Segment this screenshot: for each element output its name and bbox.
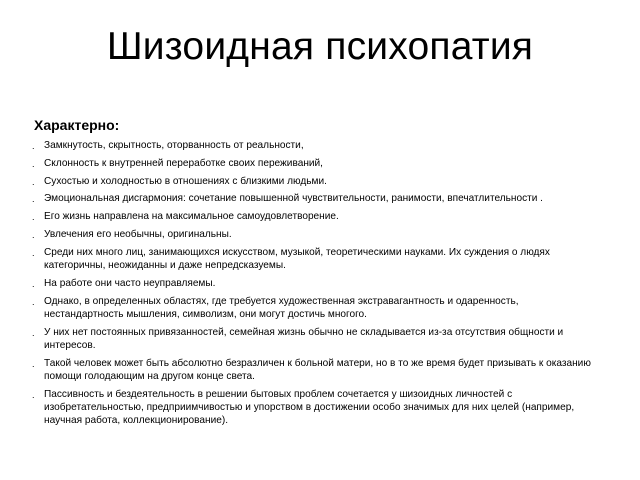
bullet-icon: . [32,389,35,400]
list-item [34,277,594,290]
content-heading: Характерно: [34,117,120,133]
bullet-icon: . [32,141,35,151]
list-item [34,388,594,428]
bullet-icon: . [32,212,35,223]
list-item [34,139,594,152]
list-item [34,246,594,272]
list-item [34,357,594,383]
list-item-text: Среди них много лиц, занимающихся искусством, музыкой, теоретическими науками. Их суждения о людях категоричны, неожиданны и даже непредсказуемы. [44,246,550,271]
bullet-icon: . [32,278,35,289]
bullet-icon: . [32,358,35,369]
list-item-text: Пассивность и бездеятельность в решении бытовых проблем сочетается у шизоидных личностей с изобретательностью, предприимчивостью и упорством в достижении особо значимых для них целей (например, научная работа, коллекционирование). [44,388,575,426]
bullet-icon: . [32,194,35,205]
list-item-text: Склонность к внутренней переработке своих переживаний, [44,157,323,169]
bullet-list [34,139,594,427]
list-item-text: Эмоциональная дисгармония: сочетание повышенной чувствительности, ранимости, впечатлительности . [44,193,543,205]
list-item [34,326,594,352]
list-item [34,295,594,321]
list-item [34,228,594,241]
bullet-icon: . [32,229,35,240]
list-item-text: Его жизнь направлена на максимальное самоудовлетворение. [44,211,339,223]
bullet-icon: . [32,296,35,307]
slide-title: Шизоидная психопатия [106,25,534,68]
list-item-text: На работе они часто неуправляемы. [44,277,216,289]
list-item-text: Замкнутость, скрытность, оторванность от реальности, [44,140,304,151]
list-item-text: Увлечения его необычны, оригинальны. [44,228,232,240]
list-item-text: Такой человек может быть абсолютно безразличен к больной матери, но в то же время будет призывать к оказанию помощи голодающим на другом конце света. [44,357,591,382]
list-item-text: У них нет постоянных привязанностей, семейная жизнь обычно не складывается из-за отсутствия общности и интересов. [44,326,564,351]
slide-content [34,116,594,432]
list-item-text: Сухостью и холодностью в отношениях с близкими людьми. [44,175,327,187]
list-item-text: Однако, в определенных областях, где требуется художественная экстравагантность и одаренность, нестандартность мышления, символизм, они могут достичь многого. [44,295,519,320]
list-item [34,175,594,188]
list-item [34,157,594,170]
bullet-icon: . [32,158,35,169]
list-item [34,192,594,205]
bullet-icon: . [32,247,35,258]
list-item [34,210,594,223]
bullet-icon: . [32,176,35,187]
bullet-icon: . [32,327,35,338]
